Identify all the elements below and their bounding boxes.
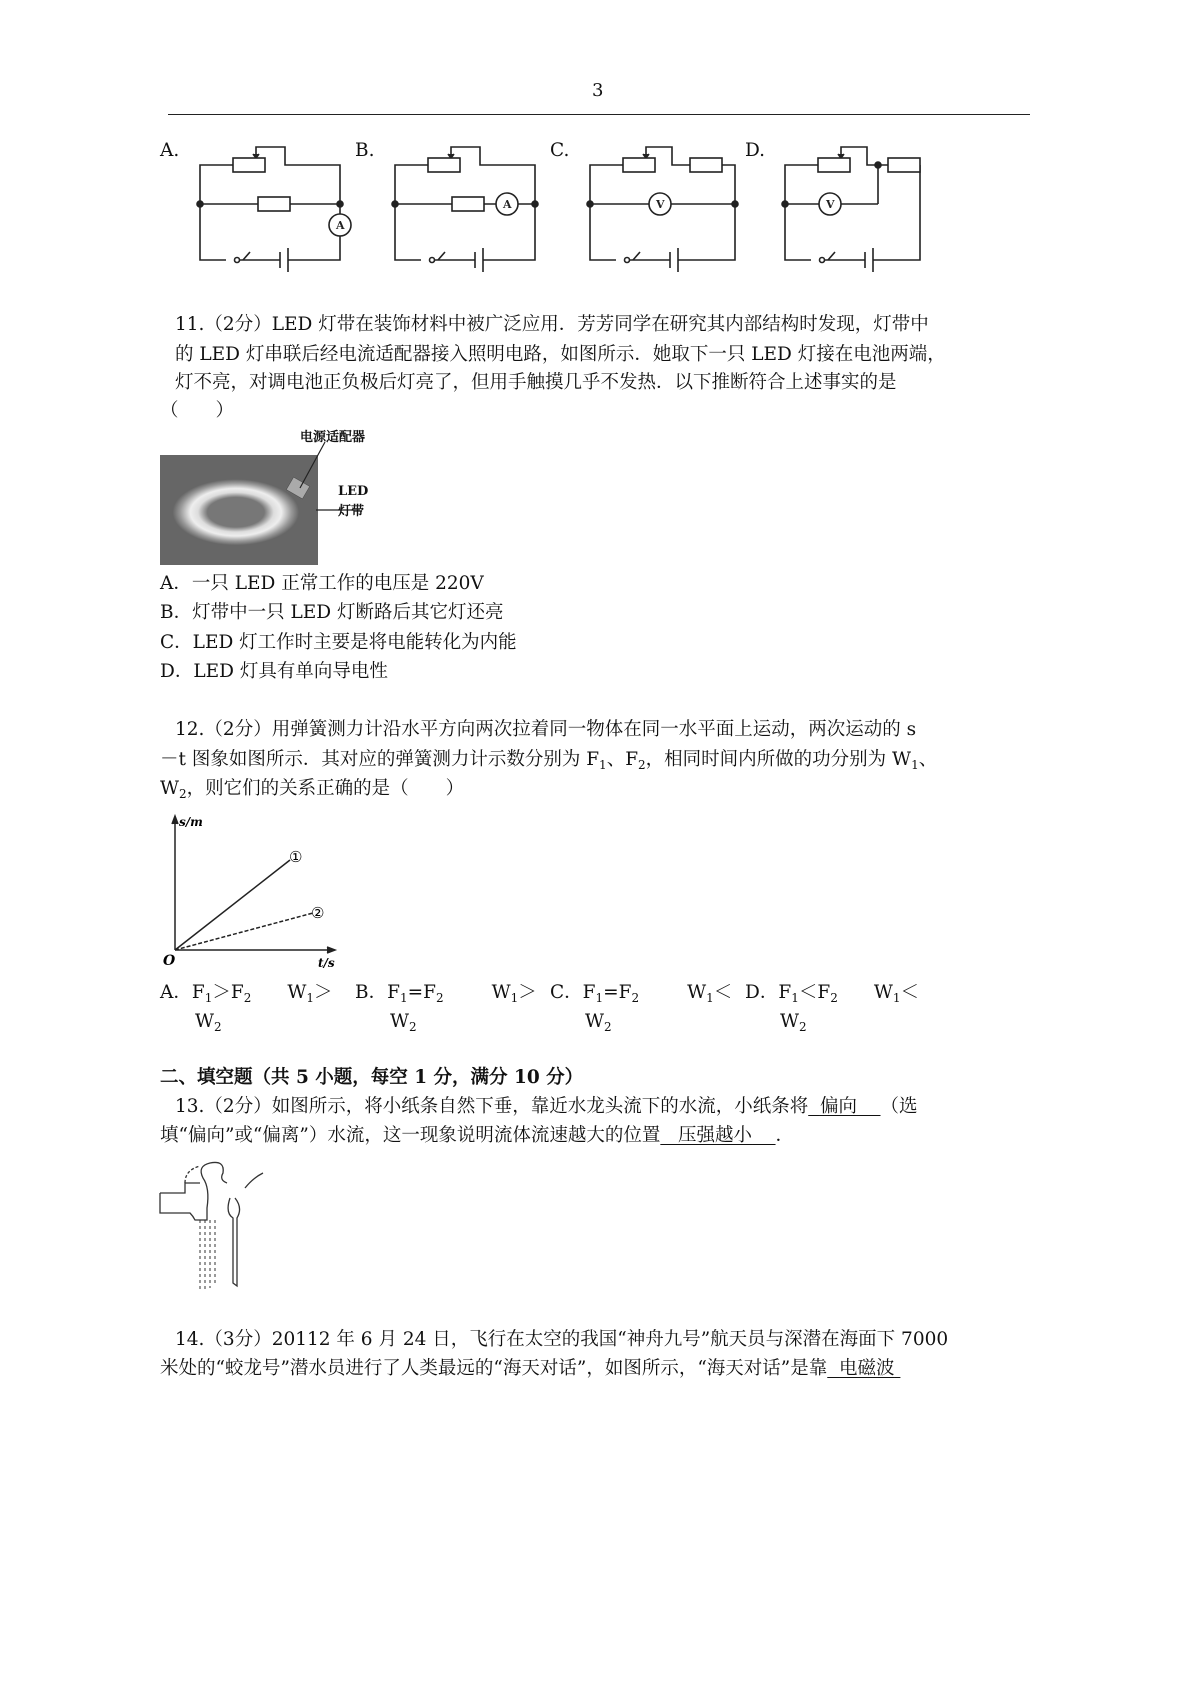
circuit-b xyxy=(392,147,538,272)
section-heading: 二、填空题（共 5 小题，每空 1 分，满分 10 分） xyxy=(160,1067,584,1088)
q11-option-c: C．LED 灯工作时主要是将电能转化为内能 xyxy=(160,632,517,653)
q12-option-a-cont: $W_2$ xyxy=(195,1011,222,1034)
q11-line-1: 11.（2分）LED 灯带在装饰材料中被广泛应用．芳芳同学在研究其内部结构时发现，灯带中 xyxy=(175,314,929,335)
option-b-label: B. xyxy=(355,140,375,161)
origin-label: O xyxy=(163,953,176,969)
q12-option-a: A．$F_1>F_2$ $W_1>$ xyxy=(160,982,333,1005)
circuit-d xyxy=(782,147,920,272)
q13-answer-2: 压强越小 xyxy=(678,1125,753,1146)
line-2-label: ② xyxy=(311,904,325,922)
svg-text:A: A xyxy=(503,198,512,211)
q14-line-2: 米处的“蛟龙号”潜水员进行了人类最远的“海天对话”，如图所示，“海天对话”是靠 电磁波 xyxy=(160,1354,900,1384)
svg-text:V: V xyxy=(826,198,835,211)
svg-text:V: V xyxy=(656,198,665,211)
circuit-diagrams xyxy=(0,0,1200,300)
q12-line-3: $W_2$，则它们的关系正确的是（ ） xyxy=(160,778,465,801)
option-d-label: D. xyxy=(745,140,766,161)
led-label: LED xyxy=(338,484,369,499)
q13-line-2: 填“偏向”或“偏离”）水流，这一现象说明流体流速越大的位置 压强越小 ． xyxy=(160,1125,795,1146)
q14-answer: 电磁波 xyxy=(839,1358,895,1379)
y-axis-label: s/m xyxy=(179,815,203,829)
q12-option-c: C．$F_1=F_2$ $W_1<$ xyxy=(550,982,733,1005)
adapter-label: 电源适配器 xyxy=(300,430,366,445)
q12-option-d-cont: $W_2$ xyxy=(780,1011,807,1034)
strip-label: 灯带 xyxy=(338,504,365,519)
option-a-label: A. xyxy=(160,140,180,161)
q11-line-4: （ ） xyxy=(160,400,235,421)
q13-answer-1: 偏向 xyxy=(819,1096,857,1117)
q11-option-d: D．LED 灯具有单向导电性 xyxy=(160,661,388,682)
page-number: 3 xyxy=(592,80,604,101)
s-t-graph xyxy=(155,810,355,975)
q14-line-1: 14.（3分）20112 年 6 月 24 日，飞行在太空的我国“神舟九号”航天员与深潜在海面下 7000 xyxy=(175,1329,949,1350)
circuit-c xyxy=(587,147,738,272)
q11-option-b: B．灯带中一只 LED 灯断路后其它灯还亮 xyxy=(160,602,504,623)
q12-option-d: D．$F_1<F_2$ $W_1<$ xyxy=(745,982,919,1005)
q11-option-a: A．一只 LED 正常工作的电压是 220V xyxy=(160,573,484,594)
q11-line-2: 的 LED 灯串联后经电流适配器接入照明电路，如图所示．她取下一只 LED 灯接在电池两端， xyxy=(175,344,946,365)
q13-line-1: 13.（2分）如图所示，将小纸条自然下垂，靠近水龙头流下的水流，小纸条将 偏向 （选 xyxy=(175,1096,918,1117)
q12-line-2: －t 图象如图所示．其对应的弹簧测力计示数分别为 $F_1$、$F_2$，相同时间内所做的功分别为 $W_1$、 xyxy=(160,749,938,772)
line-2 xyxy=(175,913,313,950)
q12-option-b-cont: $W_2$ xyxy=(390,1011,417,1034)
q12-line-1: 12.（2分）用弹簧测力计沿水平方向两次拉着同一物体在同一水平面上运动，两次运动的 s xyxy=(175,719,917,740)
line-1-label: ① xyxy=(289,848,303,866)
svg-text:A: A xyxy=(336,219,345,232)
line-1 xyxy=(175,860,290,950)
faucet-figure xyxy=(155,1158,275,1293)
q12-option-b: B．$F_1=F_2$ $W_1>$ xyxy=(355,982,537,1005)
circuit-a xyxy=(197,147,351,272)
q11-line-3: 灯不亮，对调电池正负极后灯亮了，但用手触摸几乎不发热．以下推断符合上述事实的是 xyxy=(175,372,897,393)
q12-option-c-cont: $W_2$ xyxy=(585,1011,612,1034)
option-c-label: C. xyxy=(550,140,570,161)
x-axis-label: t/s xyxy=(318,956,335,970)
